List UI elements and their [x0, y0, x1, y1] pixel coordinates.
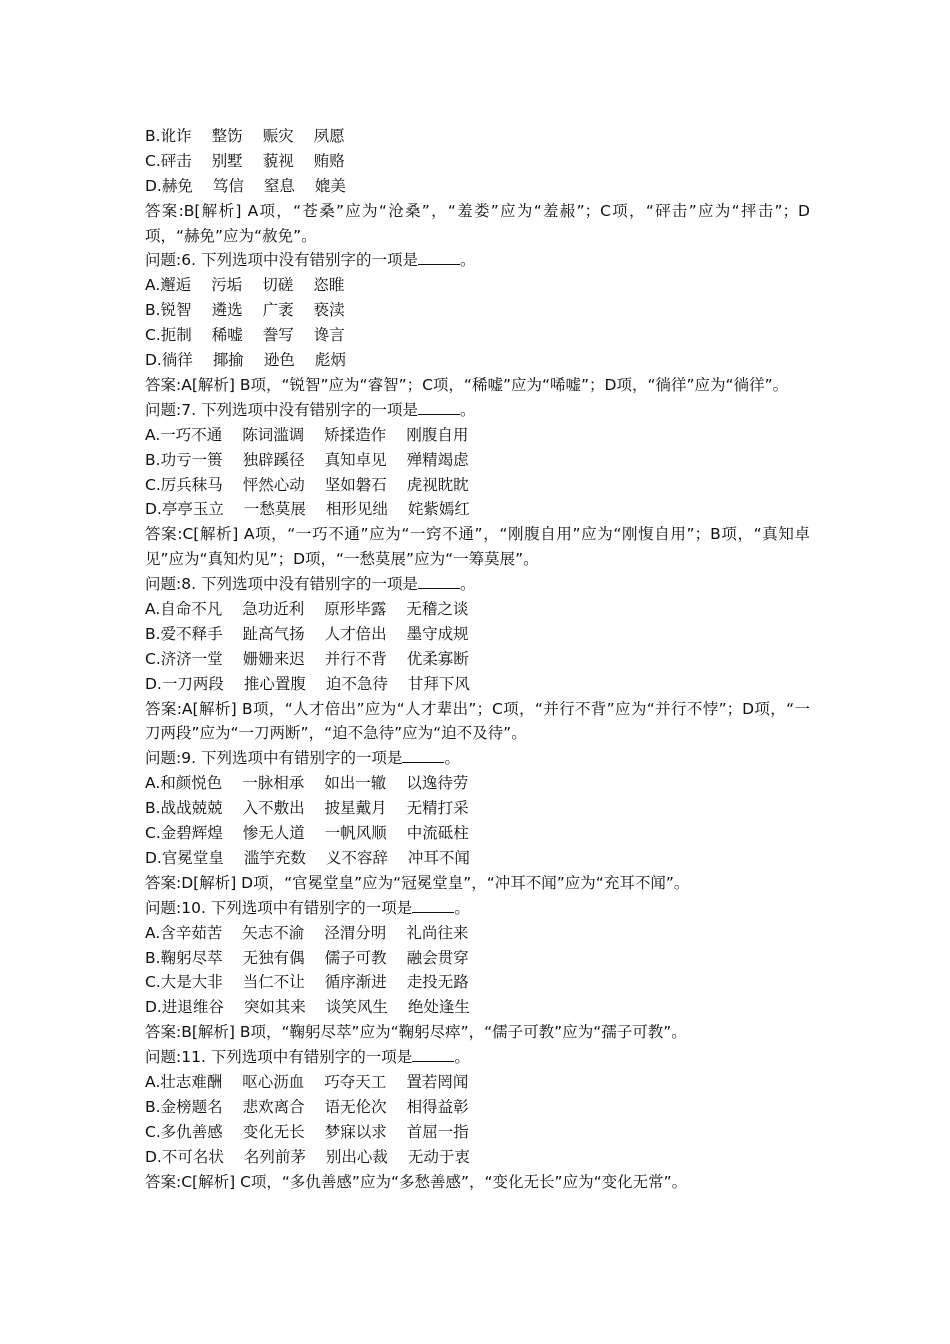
option-word: 遴选: [211, 301, 243, 320]
option-word: 不可名状: [161, 1147, 224, 1166]
option-word: 彪炳: [314, 351, 346, 370]
answer-explanation: 答案:D[解析] D项，“官冕堂皇”应为“冠冕堂皇”，“冲耳不闻”应为“充耳不闻”。: [145, 873, 690, 892]
option-label: B.: [145, 624, 161, 643]
option-label: C.: [145, 475, 161, 494]
option-word: 趾高气扬: [242, 624, 305, 643]
question-end: 。: [444, 749, 460, 768]
option-word: 贿赂: [313, 151, 345, 170]
option-label: B.: [145, 799, 161, 818]
option-label: B.: [145, 127, 161, 145]
option-label: D.: [145, 176, 162, 195]
question-text: 问题:11. 下列选项中有错别字的一项是: [145, 1048, 413, 1067]
option-label: C.: [145, 824, 161, 843]
option-word: 披星戴月: [324, 799, 387, 818]
option-word: 扼制: [160, 326, 192, 345]
option-word: 绝处逢生: [407, 998, 470, 1017]
question-stem: [145, 248, 810, 273]
answer-option: [145, 995, 810, 1020]
option-word: 原形毕露: [324, 600, 387, 618]
answer-explanation: 答案:C[解析] C项，“多仇善感”应为“多愁善感”，“变化无长”应为“变化无常”。: [145, 1172, 688, 1191]
option-word: 呕心沥血: [242, 1072, 305, 1091]
question-stem: [145, 572, 810, 597]
option-word: 邂逅: [160, 276, 192, 295]
question-stem: [145, 398, 810, 423]
option-label: D.: [145, 674, 162, 693]
answer-option: [145, 298, 810, 323]
option-word: 亵渎: [313, 301, 345, 320]
answer-option: [145, 846, 810, 871]
option-word: 真知卓见: [324, 450, 387, 469]
option-word: 相形见绌: [325, 500, 388, 519]
option-label: A.: [145, 425, 161, 444]
option-word: 并行不背: [324, 649, 387, 668]
option-word: 别墅: [211, 151, 243, 170]
option-word: 突如其来: [243, 998, 306, 1017]
answer-explanation: 答案:B[解析] A项，“苍桑”应为“沧桑”，“羞娄”应为“羞赧”；C项，“砰击”应为“抨击”；D项，“赫免”应为“赦免”。: [145, 201, 810, 245]
option-word: 一愁莫展: [243, 500, 306, 519]
option-word: 入不敷出: [242, 799, 305, 818]
option-word: 逊色: [263, 351, 295, 370]
option-word: 名列前茅: [243, 1147, 306, 1166]
option-label: B.: [145, 948, 161, 967]
question-end: 。: [454, 898, 470, 917]
option-label: D.: [145, 500, 162, 519]
option-word: 徜徉: [161, 351, 193, 370]
option-word: 以逸待劳: [406, 774, 469, 793]
option-label: A.: [145, 774, 161, 793]
answer-option: [145, 348, 810, 373]
option-label: D.: [145, 848, 162, 867]
answer-option: [145, 497, 810, 522]
answer-option: [145, 821, 810, 846]
option-word: 礼尚往来: [406, 923, 469, 942]
option-word: 无独有偶: [242, 948, 305, 967]
option-word: 誊写: [262, 326, 294, 345]
answer-option: [145, 796, 810, 821]
option-word: 急功近利: [242, 600, 305, 618]
answer-option: [145, 323, 810, 348]
option-word: 虎视眈眈: [406, 475, 469, 494]
option-word: 无动于衷: [407, 1147, 470, 1166]
option-word: 和颜悦色: [160, 774, 223, 793]
option-word: 融会贯穿: [406, 948, 469, 967]
option-word: 首屈一指: [406, 1122, 469, 1141]
option-word: 无精打采: [406, 799, 469, 818]
option-label: C.: [145, 973, 161, 992]
option-word: 悲欢离合: [242, 1097, 305, 1116]
option-label: D.: [145, 1147, 162, 1166]
option-word: 走投无路: [406, 973, 469, 992]
answer-option: [145, 174, 810, 199]
option-word: 恣睢: [313, 276, 345, 295]
option-word: 切磋: [262, 276, 294, 295]
option-label: C.: [145, 151, 161, 170]
option-word: 一帆风顺: [324, 824, 387, 843]
question-text: 问题:9. 下列选项中有错别字的一项是: [145, 749, 403, 768]
option-label: A.: [145, 1072, 161, 1091]
option-word: 稀嘘: [211, 326, 243, 345]
option-word: 广袤: [262, 301, 294, 320]
option-word: 置若罔闻: [406, 1072, 469, 1091]
option-word: 金榜题名: [160, 1097, 223, 1116]
option-word: 儒子可教: [324, 948, 387, 967]
question-end: 。: [459, 575, 476, 594]
question-stem: [145, 746, 810, 771]
option-label: C.: [145, 1122, 161, 1141]
option-word: 语无伦次: [324, 1097, 387, 1116]
answer-option: [145, 149, 810, 174]
option-word: 怦然心动: [242, 475, 305, 494]
answer-option: [145, 1145, 810, 1170]
question-stem: [145, 896, 810, 921]
option-word: 姹紫嫣红: [407, 500, 470, 519]
option-word: 济济一堂: [160, 649, 223, 668]
answer-blank: [418, 250, 460, 265]
option-label: D.: [145, 351, 162, 370]
option-word: 砰击: [160, 151, 192, 170]
answer-option: [145, 423, 810, 448]
option-label: B.: [145, 301, 161, 320]
option-label: A.: [145, 600, 161, 618]
answer-blank: [402, 748, 444, 763]
question-end: 。: [454, 1048, 470, 1067]
option-word: 污垢: [211, 276, 243, 295]
option-word: 锐智: [160, 301, 192, 320]
option-word: 谈笑风生: [325, 998, 388, 1017]
option-word: 金碧辉煌: [160, 824, 223, 843]
option-word: 笃信: [212, 176, 244, 195]
option-word: 矫揉造作: [324, 425, 387, 444]
option-word: 自命不凡: [160, 600, 223, 618]
question-text: 问题:7. 下列选项中没有错别字的一项是: [145, 400, 418, 419]
option-word: 亭亭玉立: [161, 500, 224, 519]
option-word: 爱不释手: [160, 624, 223, 643]
answer-option: [145, 946, 810, 971]
option-word: 殚精竭虑: [406, 450, 469, 469]
option-word: 泾渭分明: [324, 923, 387, 942]
option-word: 优柔寡断: [406, 649, 469, 668]
option-word: 夙愿: [313, 127, 345, 145]
option-word: 中流砥柱: [406, 824, 469, 843]
answer-option: [145, 448, 810, 473]
answer-explanation: 答案:A[解析] B项，“人才倍出”应为“人才辈出”；C项，“并行不背”应为“并行不悖”；D项，“一刀两段”应为“一刀两断”，“迫不急待”应为“迫不及待”。: [145, 699, 810, 743]
option-word: 功亏一篑: [160, 450, 223, 469]
option-word: 冲耳不闻: [407, 848, 470, 867]
option-label: C.: [145, 649, 161, 668]
option-word: 厉兵秣马: [160, 475, 223, 494]
answer-option: [145, 771, 810, 796]
option-word: 整饬: [211, 127, 243, 145]
question-end: 。: [459, 400, 476, 419]
answer-option: [145, 672, 810, 697]
option-word: 别出心裁: [325, 1147, 388, 1166]
answer-option: [145, 597, 810, 622]
option-word: 壮志难酬: [160, 1072, 223, 1091]
option-word: 媲美: [314, 176, 346, 195]
question-text: 问题:6. 下列选项中没有错别字的一项是: [145, 251, 418, 270]
option-word: 迫不急待: [325, 674, 388, 693]
option-word: 陈词滥调: [242, 425, 305, 444]
option-label: C.: [145, 326, 161, 345]
answer-explanation: 答案:B[解析] B项，“鞠躬尽萃”应为“鞠躬尽瘁”，“儒子可教”应为“孺子可教”。: [145, 1023, 687, 1042]
answer-option: [145, 1070, 810, 1095]
option-word: 坚如磐石: [324, 475, 387, 494]
option-word: 推心置腹: [243, 674, 306, 693]
option-label: B.: [145, 450, 161, 469]
option-word: 战战兢兢: [160, 799, 223, 818]
option-word: 如出一辙: [324, 774, 387, 793]
answer-option: [145, 921, 810, 946]
option-word: 甘拜下风: [407, 674, 470, 693]
option-word: 姗姗来迟: [242, 649, 305, 668]
answer-option: [145, 647, 810, 672]
option-word: 窒息: [263, 176, 295, 195]
answer-blank: [418, 574, 460, 589]
option-word: 墨守成规: [406, 624, 469, 643]
answer-explanation: 答案:A[解析] B项，“锐智”应为“睿智”；C项，“稀嘘”应为“唏嘘”；D项，“徜徉”应为“徜徉”。: [145, 375, 789, 394]
answer-option: [145, 970, 810, 995]
question-text: 问题:8. 下列选项中没有错别字的一项是: [145, 575, 418, 594]
option-word: 刚腹自用: [406, 425, 469, 444]
answer-option: [145, 622, 810, 647]
answer-option: [145, 473, 810, 498]
option-word: 一巧不通: [160, 425, 223, 444]
option-word: 人才倍出: [324, 624, 387, 643]
option-label: A.: [145, 923, 161, 942]
option-word: 进退维谷: [161, 998, 224, 1017]
option-word: 矢志不渝: [242, 923, 305, 942]
option-word: 惨无人道: [242, 824, 305, 843]
option-word: 循序渐进: [324, 973, 387, 992]
option-word: 相得益彰: [406, 1097, 469, 1116]
option-word: 巧夺天工: [324, 1072, 387, 1091]
option-word: 大是大非: [160, 973, 223, 992]
option-word: 赈灾: [262, 127, 294, 145]
option-word: 讹诈: [160, 127, 192, 145]
question-stem: [145, 1045, 810, 1070]
answer-explanation: 答案:C[解析] A项，“一巧不通”应为“一窍不通”，“刚腹自用”应为“刚愎自用”；B项，“真知卓见”应为“真知灼见”；D项，“一愁莫展”应为“一筹莫展”。: [145, 525, 810, 569]
option-word: 含辛茹苦: [160, 923, 223, 942]
option-word: 谗言: [313, 326, 345, 345]
question-list: [145, 124, 810, 1194]
answer-blank: [412, 898, 454, 913]
option-word: 梦寐以求: [324, 1122, 387, 1141]
option-word: 一脉相承: [242, 774, 305, 793]
option-word: 赫免: [161, 176, 193, 195]
answer-option: [145, 1095, 810, 1120]
option-word: 藐视: [262, 151, 294, 170]
option-word: 多仇善感: [160, 1122, 223, 1141]
option-word: 变化无长: [242, 1122, 305, 1141]
question-end: 。: [459, 251, 476, 270]
option-word: 义不容辞: [325, 848, 388, 867]
answer-blank: [418, 400, 460, 415]
option-word: 官冕堂皇: [161, 848, 224, 867]
option-label: B.: [145, 1097, 161, 1116]
answer-blank: [412, 1047, 454, 1062]
answer-option: [145, 1120, 810, 1145]
answer-option: [145, 124, 810, 149]
option-word: 滥竽充数: [243, 848, 306, 867]
option-label: A.: [145, 276, 161, 295]
option-word: 无稽之谈: [406, 600, 469, 618]
option-word: 一刀两段: [161, 674, 224, 693]
question-text: 问题:10. 下列选项中有错别字的一项是: [145, 898, 413, 917]
option-label: D.: [145, 998, 162, 1017]
option-word: 当仁不让: [242, 973, 305, 992]
answer-option: [145, 273, 810, 298]
option-word: 揶揄: [212, 351, 244, 370]
option-word: 鞠躬尽萃: [160, 948, 223, 967]
option-word: 独辟蹊径: [242, 450, 305, 469]
